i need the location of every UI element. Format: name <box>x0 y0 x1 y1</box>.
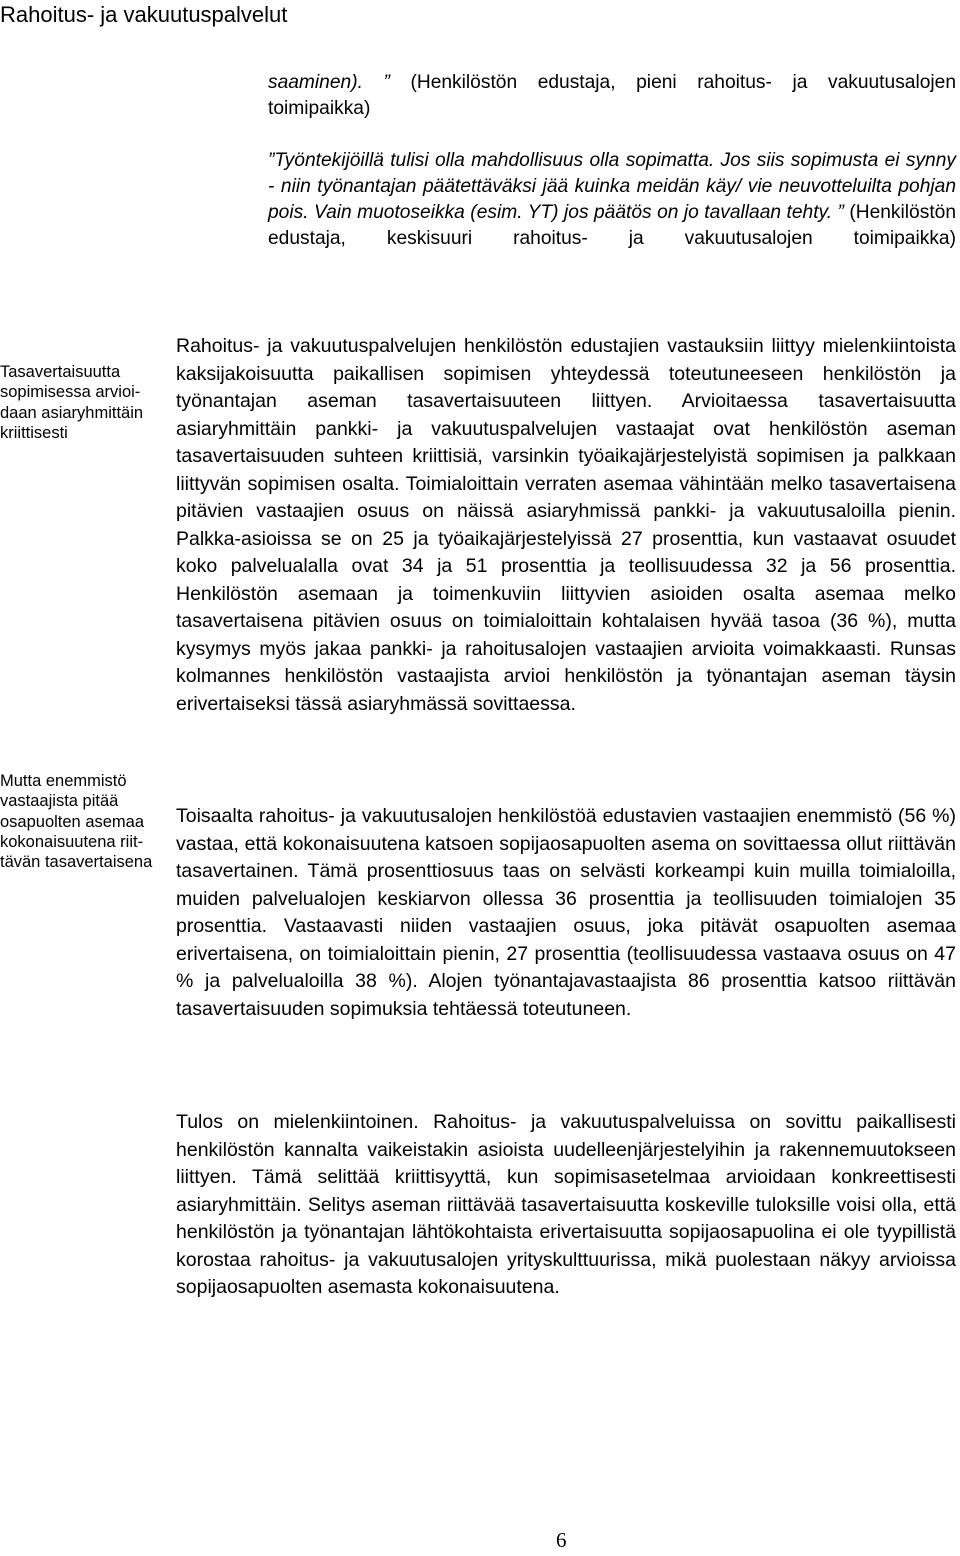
quote-text: saaminen). ” <box>268 72 390 93</box>
quote-block-small-workplace <box>268 70 956 148</box>
body-paragraph-interpretation: Tulos on mielenkiintoinen. Rahoitus- ja vakuutuspalveluissa on sovittu paikallisesti henkilöstön kannalta vaikeistakin asioista uudelleenjärjestelyihin ja rakennemuutokseen liittyen. Tämä selittää kriittisyyttä, kun sopimisasetelmaa arvioidaan konkreettisesti asiaryhmittäin. Selitys aseman riittävää tasavertaisuutta koskeville tuloksille voisi olla, että henkilöstön ja työnantajan lähtökohtaista erivertaisuutta sopijaosapuolina ei ole tyypillistä korostaa rahoitus- ja vakuutusalojen yrityskulttuurissa, mikä puolestaan näkyy arvioissa sopijaosapuolten asemasta kokonaisuutena. <box>176 1111 956 1298</box>
quote-block-medium-workplace <box>268 148 956 278</box>
quote-text: ”Työntekijöillä tulisi olla mahdollisuus olla sopimatta. Jos siis sopimusta ei synny - niin työnantajan päätettäväksi jää kuinka meidän käy/ vie neuvotteluilta pohjan pois. Vain muotoseikka (esim. YT) jos päätös on jo tavallaan tehty. ” <box>268 150 956 223</box>
margin-note-majority: Mutta enemmistö vastaajista pitää osapuolten asemaa kokonaisuutena riittävän tasavertaisena <box>0 772 153 872</box>
quote-attribution: (Henkilöstön edustaja, keskisuuri rahoitus- ja vakuutusalojen toimipaikka) <box>268 202 956 249</box>
margin-note-critical: Tasavertaisuutta sopimisessa arvioidaan asiaryhmittäin kriittisesti <box>0 363 144 442</box>
page-number: 6 <box>556 1528 567 1552</box>
page-header: Rahoitus- ja vakuutuspalvelut <box>0 2 288 27</box>
body-paragraph-equality-by-topic: Rahoitus- ja vakuutuspalvelujen henkilöstön edustajien vastauksiin liittyy mielenkiintoista kaksijakoisuutta paikallisen sopimisen yhteydessä toteutuneeseen henkilöstön ja työnantajan aseman tasavertaisuuteen liittyen. Arvioitaessa tasavertaisuutta asiaryhmittäin pankki- ja vakuutuspalvelujen vastaajat ovat henkilöstön aseman tasavertaisuuden suhteen kriittisiä, varsinkin työaikajärjestelyistä sopimisen ja palkkaan liittyvän sopimisen osalta. Toimialoittain verraten asemaa vähintään melko tasavertaisena pitävien vastaajien osuus on näissä asiaryhmissä pankki- ja vakuutusaloilla pienin. Palkka-asioissa se on 25 ja työaikajärjestelyissä 27 prosenttia, kun vastaavat osuudet koko palvelualalla ovat 34 ja 51 prosenttia ja teollisuudessa 32 ja 56 prosenttia. Henkilöstön asemaan ja toimenkuviin liittyvien asioiden osalta asemaa melko tasavertaisena pitävien osuus on toimialoittain kohtalaisen hyvää tasoa (36 %), mutta kysymys myös jakaa pankki- ja rahoitusalojen vastaajien arvioita voimakkaasti. Runsas kolmannes henkilöstön vastaajista arvioi henkilöstön ja työnantajan aseman täysin erivertaiseksi tässä asiaryhmässä sovittaessa. <box>176 335 956 715</box>
body-paragraph-overall-equality: Toisaalta rahoitus- ja vakuutusalojen henkilöstöä edustavien vastaajien enemmistö (56 %) vastaa, että kokonaisuutena katsoen sopijaosapuolten asema on sovittaessa ollut riittävän tasavertainen. Tämä prosenttiosuus taas on selvästi korkeampi kuin muilla toimialoilla, muiden palvelualojen keskiarvon ollessa 36 prosenttia ja teollisuuden toimialojen 35 prosenttia. Vastaavasti niiden vastaajien osuus, joka pitävät osapuolten asemaa erivertaisena, on toimialoittain pienin, 27 prosenttia (teollisuudessa vastaava osuus on 47 % ja palvelualoilla 38 %). Alojen työnantajavastaajista 86 prosenttia katsoo riittävän tasavertaisuuden sopimuksia tehtäessä toteutuneen. <box>176 805 956 1020</box>
quote-attribution: (Henkilöstön edustaja, pieni rahoitus- ja vakuutusalojen toimipaikka) <box>268 72 956 119</box>
